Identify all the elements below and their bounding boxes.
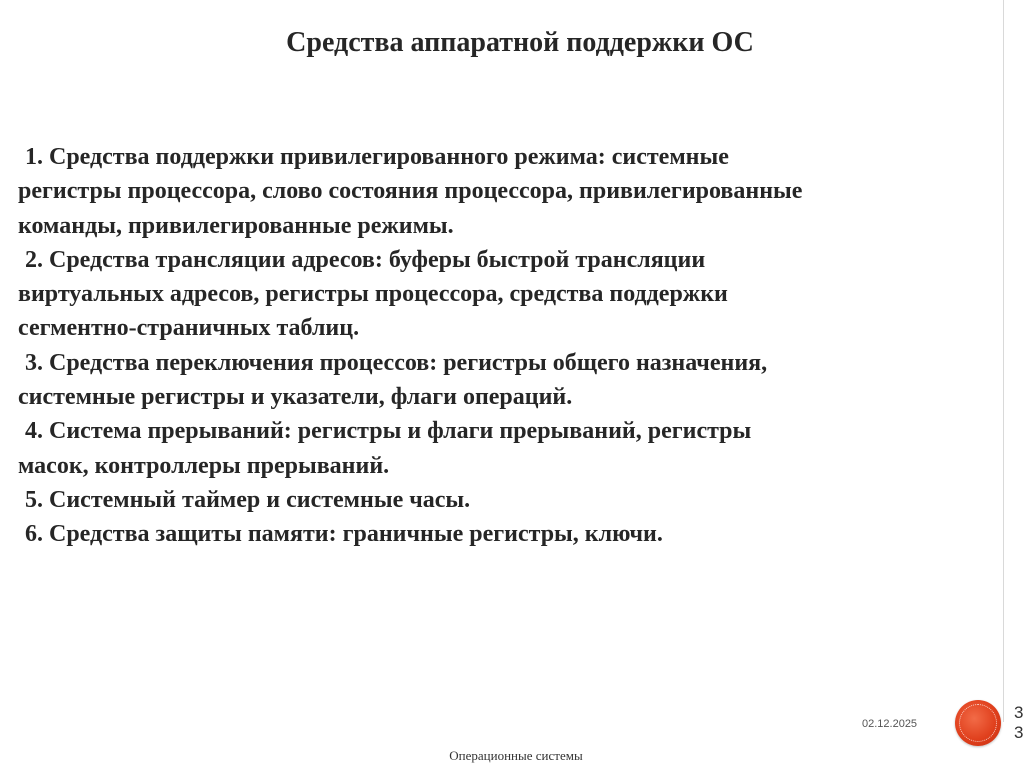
list-item-line: команды, привилегированные режимы. [18,212,454,239]
slide-right-border [1003,0,1004,722]
list-item-line: 5. Системный таймер и системные часы. [25,486,471,513]
list-item [18,517,978,551]
footer-course-name: Операционные системы [449,748,583,763]
list-item-line: 3. Средства переключения процессов: регистры общего назначения, [25,349,768,376]
list-item [18,140,978,243]
page-number-digit: 3 [1014,723,1024,742]
list-item-line: сегментно-страничных таблиц. [18,315,360,342]
footer-date: 02.12.2025 [862,718,918,730]
slide-body [18,140,978,552]
page-number-badge-icon [955,700,1001,746]
slide-title: Средства аппаратной поддержки ОС [286,27,754,58]
list-item-line: регистры процессора, слово состояния процессора, привилегированные [18,178,803,205]
list-item [18,346,978,415]
list-item-line: 6. Средства защиты памяти: граничные регистры, ключи. [25,521,663,548]
list-item-line: системные регистры и указатели, флаги операций. [18,384,573,411]
list-item-line: виртуальных адресов, регистры процессора, средства поддержки [18,281,728,308]
list-item-line: 4. Система прерываний: регистры и флаги прерываний, регистры [25,418,752,445]
list-item [18,483,978,517]
list-item [18,414,978,483]
list-item [18,243,978,346]
list-item-line: масок, контроллеры прерываний. [18,452,390,479]
list-item-line: 1. Средства поддержки привилегированного режима: системные [25,144,729,170]
page-number-digit: 3 [1014,703,1024,722]
list-item-line: 2. Средства трансляции адресов: буферы быстрой трансляции [25,246,706,273]
page-number [1014,703,1024,743]
